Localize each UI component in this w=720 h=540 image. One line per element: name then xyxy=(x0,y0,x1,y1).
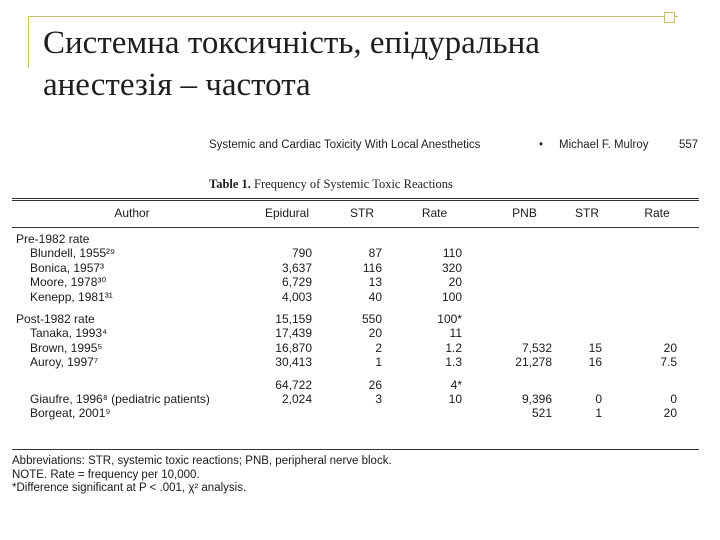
cell-epidural: 17,439 xyxy=(275,326,312,341)
cell-str: 26 xyxy=(368,377,382,392)
header-pnb: PNB xyxy=(512,206,537,220)
cell-str: 3 xyxy=(375,391,382,406)
note-rate: NOTE. Rate = frequency per 10,000. xyxy=(12,468,200,481)
cell-author: Auroy, 1997⁷ xyxy=(30,355,99,370)
cell-author: Brown, 1995⁵ xyxy=(30,340,103,355)
cell-rate-pnb: 20 xyxy=(663,406,677,421)
table-group-heading xyxy=(12,232,699,246)
cell-epidural: 16,870 xyxy=(275,340,312,355)
running-head xyxy=(209,139,699,155)
cell-pnb: 9,396 xyxy=(521,391,552,406)
decorative-side-line xyxy=(28,16,29,68)
cell-rate-pnb: 7.5 xyxy=(660,355,677,370)
cell-epidural: 4,003 xyxy=(281,289,312,304)
table-row xyxy=(12,406,699,420)
table-row xyxy=(12,246,699,260)
table-top-rule-double xyxy=(12,200,699,201)
cell-rate: 20 xyxy=(448,275,462,290)
note-significance: *Difference significant at P < .001, χ² analysis. xyxy=(12,482,247,494)
cell-str: 1 xyxy=(375,355,382,370)
header-rate: Rate xyxy=(421,206,448,220)
table-row xyxy=(12,290,699,304)
table-bottom-rule xyxy=(12,449,699,450)
table-label: Table 1. xyxy=(209,177,251,191)
table-row xyxy=(12,355,699,369)
cell-rate: 100 xyxy=(441,289,462,304)
cell-epidural: 6,729 xyxy=(281,275,312,290)
table-top-rule xyxy=(12,198,699,199)
running-head-bullet: • xyxy=(539,139,544,151)
cell-epidural: 15,159 xyxy=(275,311,312,326)
cell-rate: 100* xyxy=(437,311,462,326)
cell-str: 550 xyxy=(361,311,382,326)
cell-author: Tanaka, 1993⁴ xyxy=(30,326,108,341)
table-notes xyxy=(12,455,392,496)
cell-pnb: 521 xyxy=(531,406,552,421)
cell-epidural: 790 xyxy=(291,246,312,261)
cell-pnb: 21,278 xyxy=(515,355,552,370)
cell-rate: 1.3 xyxy=(445,355,462,370)
table-caption-text: Frequency of Systemic Toxic Reactions xyxy=(254,177,453,191)
cell-str-pnb: 1 xyxy=(595,406,602,421)
note-abbreviations: Abbreviations: STR, systemic toxic reactions; PNB, peripheral nerve block. xyxy=(12,455,392,467)
cell-pnb: 7,532 xyxy=(521,340,552,355)
table-header-row xyxy=(12,202,699,226)
header-epidural: Epidural xyxy=(264,206,310,220)
cell-str: 87 xyxy=(368,246,382,261)
cell-author: Borgeat, 2001⁹ xyxy=(30,406,111,421)
cell-author: Giaufre, 1996⁸ (pediatric patients) xyxy=(30,391,210,406)
group-spacer xyxy=(12,304,699,312)
cell-rate: 1.2 xyxy=(445,340,462,355)
cell-rate-pnb: 0 xyxy=(670,391,677,406)
cell-str: 40 xyxy=(368,289,382,304)
running-head-author: Michael F. Mulroy xyxy=(559,139,649,151)
cell-author: Moore, 1978³⁰ xyxy=(30,275,107,290)
cell-epidural: 3,637 xyxy=(281,260,312,275)
header-author: Author xyxy=(114,206,150,220)
cell-epidural: 64,722 xyxy=(275,377,312,392)
running-head-title: Systemic and Cardiac Toxicity With Local Anesthetics xyxy=(209,139,481,151)
running-head-page: 557 xyxy=(679,139,699,151)
cell-rate-pnb: 20 xyxy=(663,340,677,355)
cell-author: Blundell, 1955²⁹ xyxy=(30,246,116,261)
toxicity-table xyxy=(12,202,699,421)
table-row xyxy=(12,392,699,406)
table-row xyxy=(12,275,699,289)
table-row xyxy=(12,341,699,355)
cell-rate: 4* xyxy=(450,377,462,392)
slide-title-line-2: анестезія – частота xyxy=(43,67,311,103)
table-caption xyxy=(209,177,453,192)
cell-rate: 10 xyxy=(448,391,462,406)
cell-str-pnb: 15 xyxy=(588,340,602,355)
cell-rate: 320 xyxy=(441,260,462,275)
header-rate-pnb: Rate xyxy=(644,206,670,220)
cell-rate: 110 xyxy=(442,246,462,261)
cell-author: Kenepp, 1981³¹ xyxy=(30,289,113,304)
table-group-heading xyxy=(12,378,699,392)
group-spacer xyxy=(12,370,699,378)
table-row xyxy=(12,326,699,340)
table-row xyxy=(12,261,699,275)
table-group-heading xyxy=(12,312,699,326)
cell-author: Post-1982 rate xyxy=(16,311,95,326)
cell-str: 13 xyxy=(368,275,382,290)
cell-str-pnb: 0 xyxy=(595,391,602,406)
cell-epidural: 2,024 xyxy=(281,391,312,406)
header-str-pnb: STR xyxy=(575,206,599,220)
table-body xyxy=(12,232,699,421)
decorative-top-line xyxy=(28,16,678,17)
slide-title xyxy=(43,22,683,106)
slide-title-line-1: Системна токсичність, епідуральна xyxy=(43,25,540,61)
cell-str: 2 xyxy=(375,340,382,355)
cell-str: 20 xyxy=(368,326,382,341)
cell-rate: 11 xyxy=(449,326,462,341)
cell-author: Bonica, 1957³ xyxy=(30,260,105,275)
cell-str: 116 xyxy=(362,260,382,275)
cell-epidural: 30,413 xyxy=(275,355,312,370)
cell-str-pnb: 16 xyxy=(588,355,602,370)
header-str: STR xyxy=(350,206,374,220)
cell-author: Pre-1982 rate xyxy=(16,232,90,246)
